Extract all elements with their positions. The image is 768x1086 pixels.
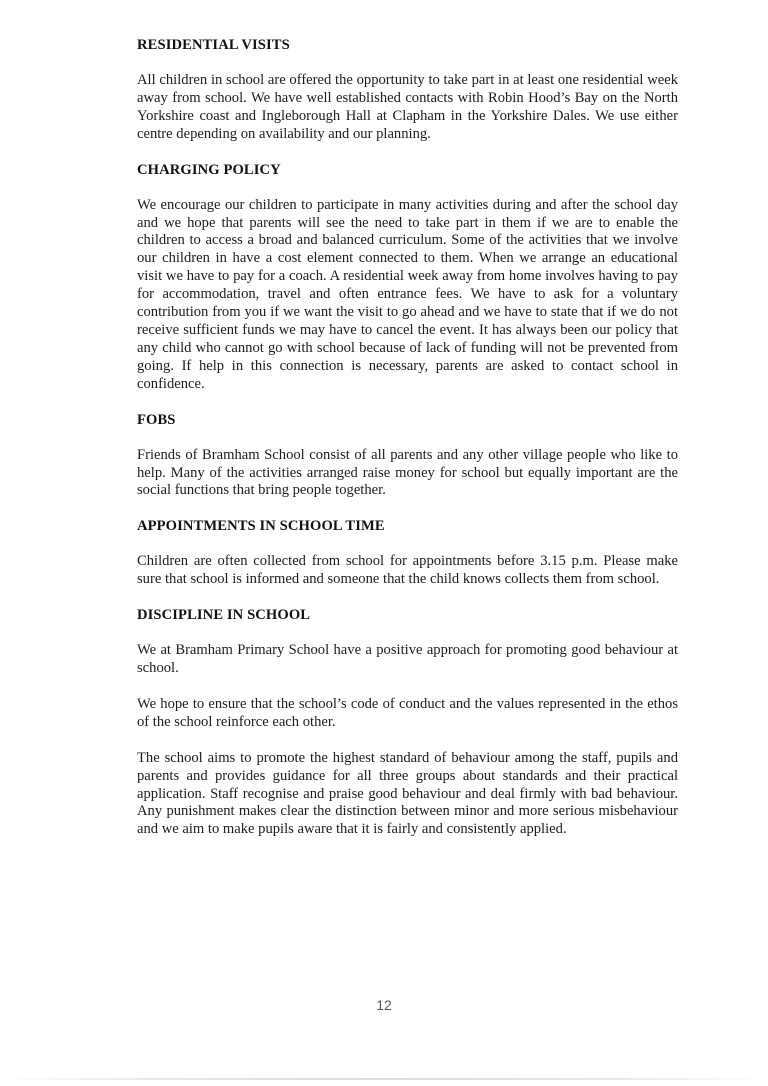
section-heading: FOBS [137,411,176,428]
section-charging-policy [137,161,678,394]
section-heading: RESIDENTIAL VISITS [137,37,290,53]
section-paragraph: We encourage our children to participate in many activities during and after the school day and we hope that parents will see the need to take part in them if we are to enable the children to access a broad and balanced curriculum. Some of the activities that we involve our children in have a cost element connected to them. When we arrange an educational visit we have to pay for a coach. A residential week away from home involves having to pay for accommodation, travel and often entrance fees. We have to ask for a voluntary contribution from you if we want the visit to go ahead and we have to state that if we do not receive sufficient funds we may have to cancel the event. It has always been our policy that any child who cannot go with school because of lack of funding will not be prevented from going. If help in this connection is necessary, parents are asked to contact school in confidence. [137,196,678,392]
section-paragraph: We at Bramham Primary School have a positive approach for promoting good behaviour at school. [137,642,678,677]
section-paragraph: Friends of Bramham School consist of all parents and any other village people who like to help. Many of the activities arranged raise money for school but equally important are the social functions that bring people together. [137,446,678,499]
scan-edge-divider [0,1078,768,1080]
section-heading: CHARGING POLICY [137,161,281,178]
section-heading: APPOINTMENTS IN SCHOOL TIME [137,518,385,535]
section-appointments-in-school-time [137,517,678,589]
section-paragraph: All children in school are offered the opportunity to take part in at least one residential week away from school. We have well established contacts with Robin Hood’s Bay on the North Yorkshire coast and Ingleborough Hall at Clapham in the Yorkshire Dales. We use either centre depending on availability and our planning. [137,72,678,142]
section-paragraph: The school aims to promote the highest standard of behaviour among the staff, pupils and parents and provides guidance for all three groups about standards and their practical application. Staff recognise and praise good behaviour and deal firmly with bad behaviour. Any punishment makes clear the distinction between minor and more serious misbehaviour and we aim to make pupils aware that it is fairly and consistently applied. [137,749,678,838]
section-residential-visits [137,36,678,144]
section-discipline-in-school [137,606,678,839]
section-paragraph: Children are often collected from school for appointments before 3.15 p.m. Please make sure that school is informed and someone that the child knows collects them from school. [137,553,678,588]
section-heading: DISCIPLINE IN SCHOOL [137,607,311,624]
page-number: 12 [376,997,392,1013]
section-paragraph: We hope to ensure that the school’s code of conduct and the values represented in the ethos of the school reinforce each other. [137,695,678,730]
document-page [137,36,678,839]
section-fobs [137,411,678,501]
